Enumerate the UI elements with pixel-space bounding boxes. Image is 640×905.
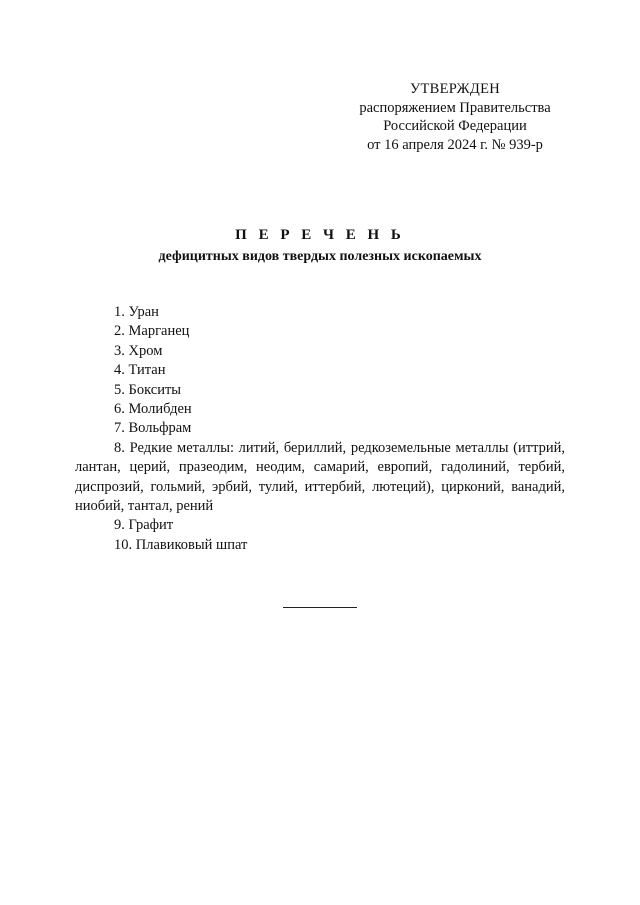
list-item: 4. Титан [114, 362, 166, 379]
list-item: 8. Редкие металлы: литий, бериллий, редкоземельные металлы (иттрий, лантан, церий, празеодим, неодим, самарий, европий, гадолиний, тербий, диспрозий, гольмий, эрбий, тулий, иттербий, лютеций), цирконий, ванадий, ниобий, тантал, рений [75, 439, 565, 515]
document-title: П Е Р Е Ч Е Н Ь [235, 227, 405, 243]
list-item: 9. Графит [114, 517, 174, 534]
list-item: 7. Вольфрам [114, 420, 192, 437]
approval-block [340, 80, 570, 154]
list-item: 10. Плавиковый шпат [114, 536, 248, 553]
list-item: 1. Уран [114, 304, 159, 320]
list-item: 2. Марганец [114, 323, 190, 340]
list-item: 3. Хром [114, 342, 163, 359]
list-item: 6. Молибден [114, 401, 192, 418]
document-subtitle: дефицитных видов твердых полезных ископаемых [158, 249, 482, 264]
minerals-list [75, 303, 565, 555]
list-item: 5. Бокситы [114, 381, 182, 398]
end-separator-line [283, 607, 357, 608]
approval-line-3: от 16 апреля 2024 г. № 939-р [367, 136, 543, 153]
approval-line-2: Российской Федерации [383, 118, 527, 134]
approval-line-1: распоряжением Правительства [359, 99, 551, 116]
approval-title: УТВЕРЖДЕН [409, 81, 501, 97]
